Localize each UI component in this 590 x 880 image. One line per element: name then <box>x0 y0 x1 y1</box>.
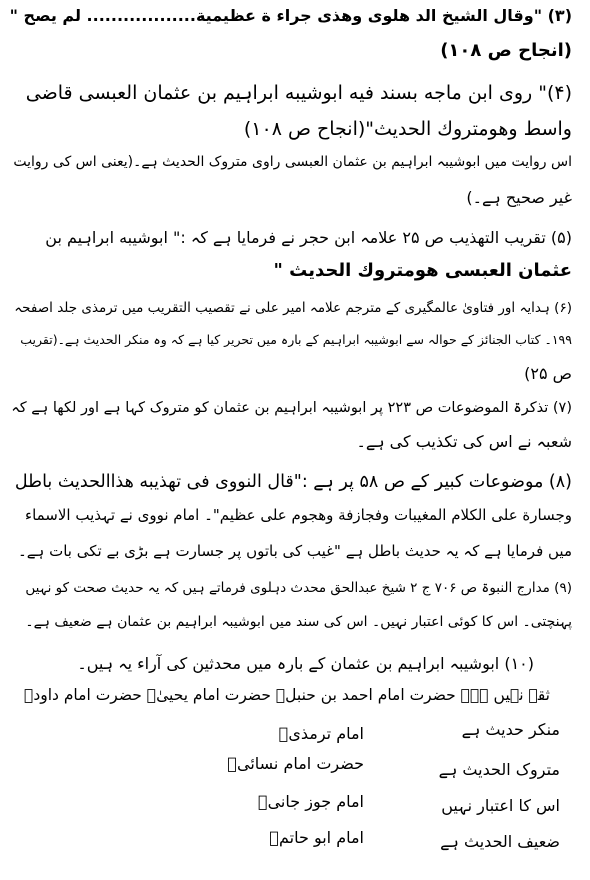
table-row-1-left: امام ترمذیؒ <box>278 724 364 743</box>
table-row-3-right: اس کا اعتبار نہیں <box>441 796 560 815</box>
para-7-line-2: شعبہ نے اس کی تکذیب کی ہے۔ <box>356 432 572 451</box>
para-4-line-1: (۴)" روى ابن ماجه بسند فيه ابوشيبه ابراہيم بن عثمان العبسى قاضى <box>25 82 572 104</box>
para-4-line-4: غیر صحیح ہے۔) <box>466 188 572 207</box>
para-3-line-2: (انجاح ص ۱۰۸) <box>440 40 572 61</box>
para-10-line-2: ثقہ نہیں ہے۔ حضرت امام احمد بن حنبلؒ حضرت امام یحییٰؒ حضرت امام داودؒ <box>24 686 550 704</box>
para-9-line-2: پہنچتی۔ اس کا کوئی اعتبار نہیں۔ اس کی سند میں ابوشیبہ ابراہیم بن عثمان ہے ضعیف ہے۔ <box>25 614 572 630</box>
table-row-1-right: منکر حدیث ہے <box>461 720 560 739</box>
table-row-2-left: حضرت امام نسائیؒ <box>227 754 364 773</box>
table-row-4-right: ضعیف الحدیث ہے <box>440 832 560 851</box>
para-9-line-1: (۹) مدارج النبوۃ ص ۷۰۶ ج ۲ شیخ عبدالحق محدث دہلوی فرماتے ہیں کہ یہ حدیث صحت کو نہیں <box>25 580 572 596</box>
para-7-line-1: (۷) تذکرۃ الموضوعات ص ۲۲۳ پر ابوشیبہ ابراہیم بن عثمان کو متروک کہا ہے اور لکھا ہے کہ <box>11 400 572 416</box>
para-8-line-2: وجسارة على الكلام المغيبات وفجازفة وهجوم على عظيم"۔ امام نووی نے تہذیب الاسماء <box>25 506 572 524</box>
para-6-line-3: ص ۲۵) <box>524 364 572 383</box>
para-4-line-2: واسط وهومتروك الحديث"(انجاح ص ۱۰۸) <box>243 118 572 140</box>
para-6-line-2: ۱۹۹۔ کتاب الجنائز کے حوالہ سے ابوشیبہ ابراہیم کے بارہ میں تحریر کیا ہے کہ وہ منکر الحدیث ہے۔(تقریب <box>20 332 572 347</box>
para-8-line-3: میں فرمایا ہے کہ یہ حدیث باطل ہے "غیب کی باتوں پر جسارت ہے بڑی بے تکی بات ہے۔ <box>17 542 572 560</box>
para-4-line-3: اس روایت میں ابوشیبہ ابراہیم بن عثمان العبسی راوی متروک الحدیث ہے۔(یعنی اس کی روایت <box>13 154 572 170</box>
para-8-line-1: (۸) موضوعات کبیر کے ص ۵۸ پر ہے :"قال النووى فى تهذيبه هذاالحديث باطل <box>14 472 572 492</box>
para-5-line-1: (۵) تقریب التھذیب ص ۲۵ علامہ ابن حجر نے فرمایا ہے کہ :" ابوشيبه ابراہيم بن <box>45 228 572 247</box>
table-row-3-left: امام جوز جانیؒ <box>257 792 364 811</box>
para-5-line-2: عثمان العبسى هومتروك الحديث " <box>273 260 572 281</box>
para-10-line-1: (۱۰) ابوشیبہ ابراہیم بن عثمان کے بارہ میں محدثین کی آراء یہ ہیں۔ <box>77 654 534 673</box>
table-row-2-right: متروک الحدیث ہے <box>438 760 560 779</box>
para-6-line-1: (۶) ہدایہ اور فتاویٰ عالمگیری کے مترجم علامہ امیر علی نے تقصیب التقریب میں ترمذی جلد اصفحہ <box>14 300 572 316</box>
table-row-4-left: امام ابو حاتمؒ <box>269 828 364 847</box>
para-3-line-1: (۳) "وقال الشيخ الد هلوى وهذى جراء ة عظيمية.................. لم يصح " <box>10 6 572 25</box>
